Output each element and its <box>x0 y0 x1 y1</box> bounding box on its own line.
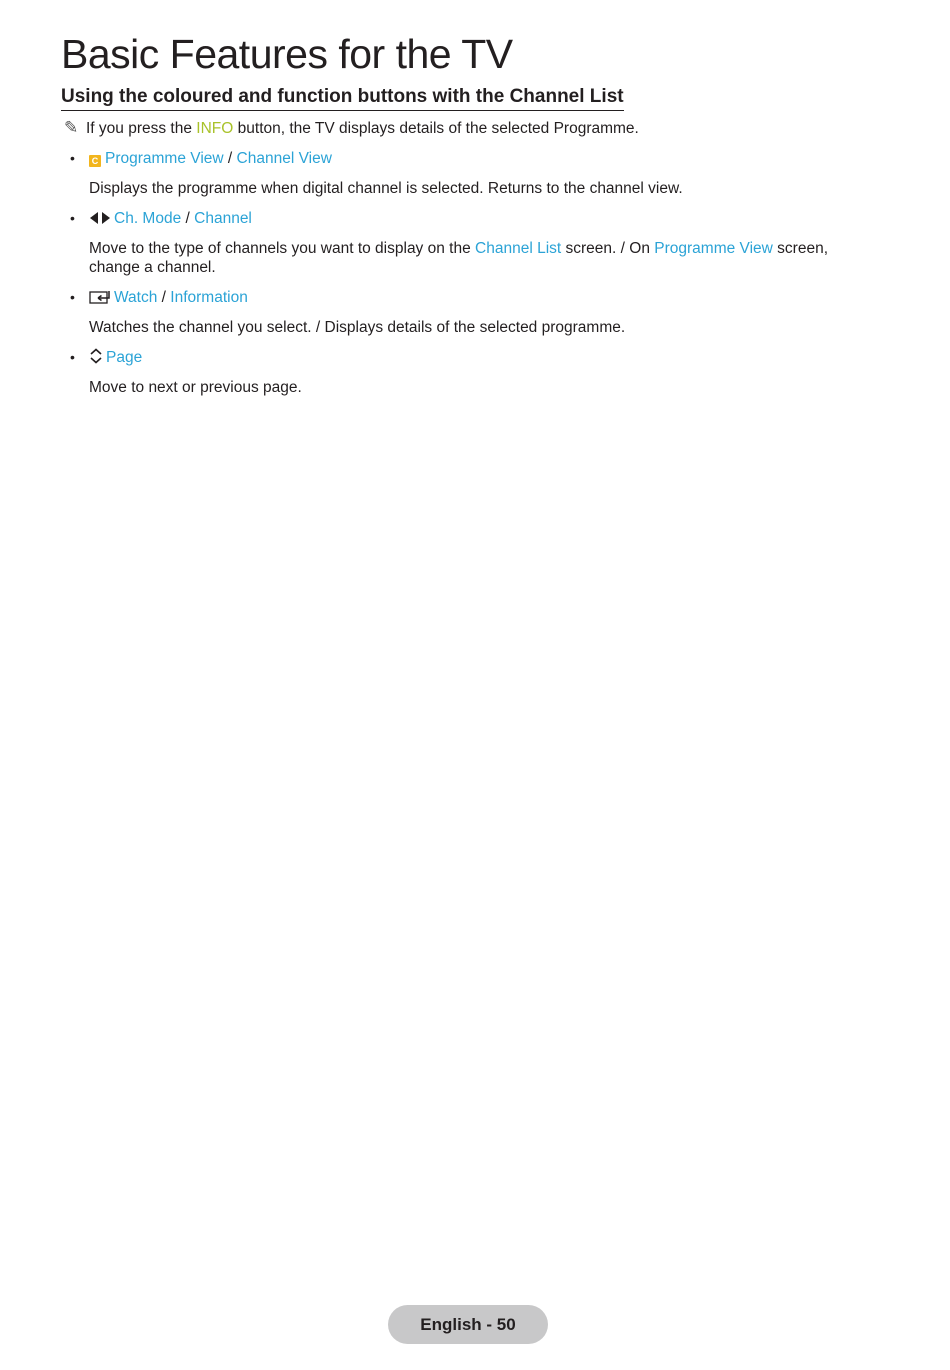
ch-mode-label: Ch. Mode <box>114 210 182 227</box>
separator: / <box>227 150 233 167</box>
watch-label: Watch <box>114 289 158 306</box>
item-description: Move to next or previous page. <box>89 379 302 396</box>
desc-text: Move to the type of channels you want to display on the <box>89 240 471 257</box>
up-down-arrows-icon <box>89 348 103 370</box>
separator: / <box>161 289 166 306</box>
programme-view-label: Programme View <box>105 150 224 167</box>
note-text-after: button, the TV displays details of the selected Programme. <box>237 120 639 137</box>
bullet: • <box>70 289 75 305</box>
info-key-label: INFO <box>196 120 234 137</box>
item-description: Watches the channel you select. / Displays details of the selected programme. <box>89 319 626 336</box>
bullet: • <box>70 349 75 365</box>
item-description <box>89 239 879 277</box>
bullet: • <box>70 150 75 166</box>
information-label: Information <box>170 289 248 306</box>
list-item-programme-view <box>70 148 332 169</box>
list-item-watch <box>70 287 248 310</box>
desc-text: screen. / On <box>565 240 650 257</box>
item-description: Displays the programme when digital channel is selected. Returns to the channel view. <box>89 180 683 197</box>
page-title: Basic Features for the TV <box>61 31 513 77</box>
page-label: Page <box>106 349 143 366</box>
channel-label: Channel <box>194 210 252 227</box>
c-key-icon: C <box>89 155 101 167</box>
channel-list-label: Channel List <box>475 240 562 257</box>
desc-text: screen, change a channel. <box>89 240 829 276</box>
list-item-page <box>70 347 142 370</box>
section-heading: Using the coloured and function buttons with the Channel List <box>61 85 624 111</box>
pencil-note-icon: ✎ <box>64 118 79 137</box>
note-text-before: If you press the <box>86 120 192 137</box>
list-item-ch-mode <box>70 208 252 231</box>
note <box>64 118 639 139</box>
separator: / <box>185 210 190 227</box>
channel-view-label: Channel View <box>236 150 332 167</box>
enter-key-icon <box>89 290 111 310</box>
programme-view-label: Programme View <box>654 240 773 257</box>
page-number-badge: English - 50 <box>388 1305 548 1344</box>
bullet: • <box>70 210 75 226</box>
left-right-arrows-icon <box>89 211 111 231</box>
